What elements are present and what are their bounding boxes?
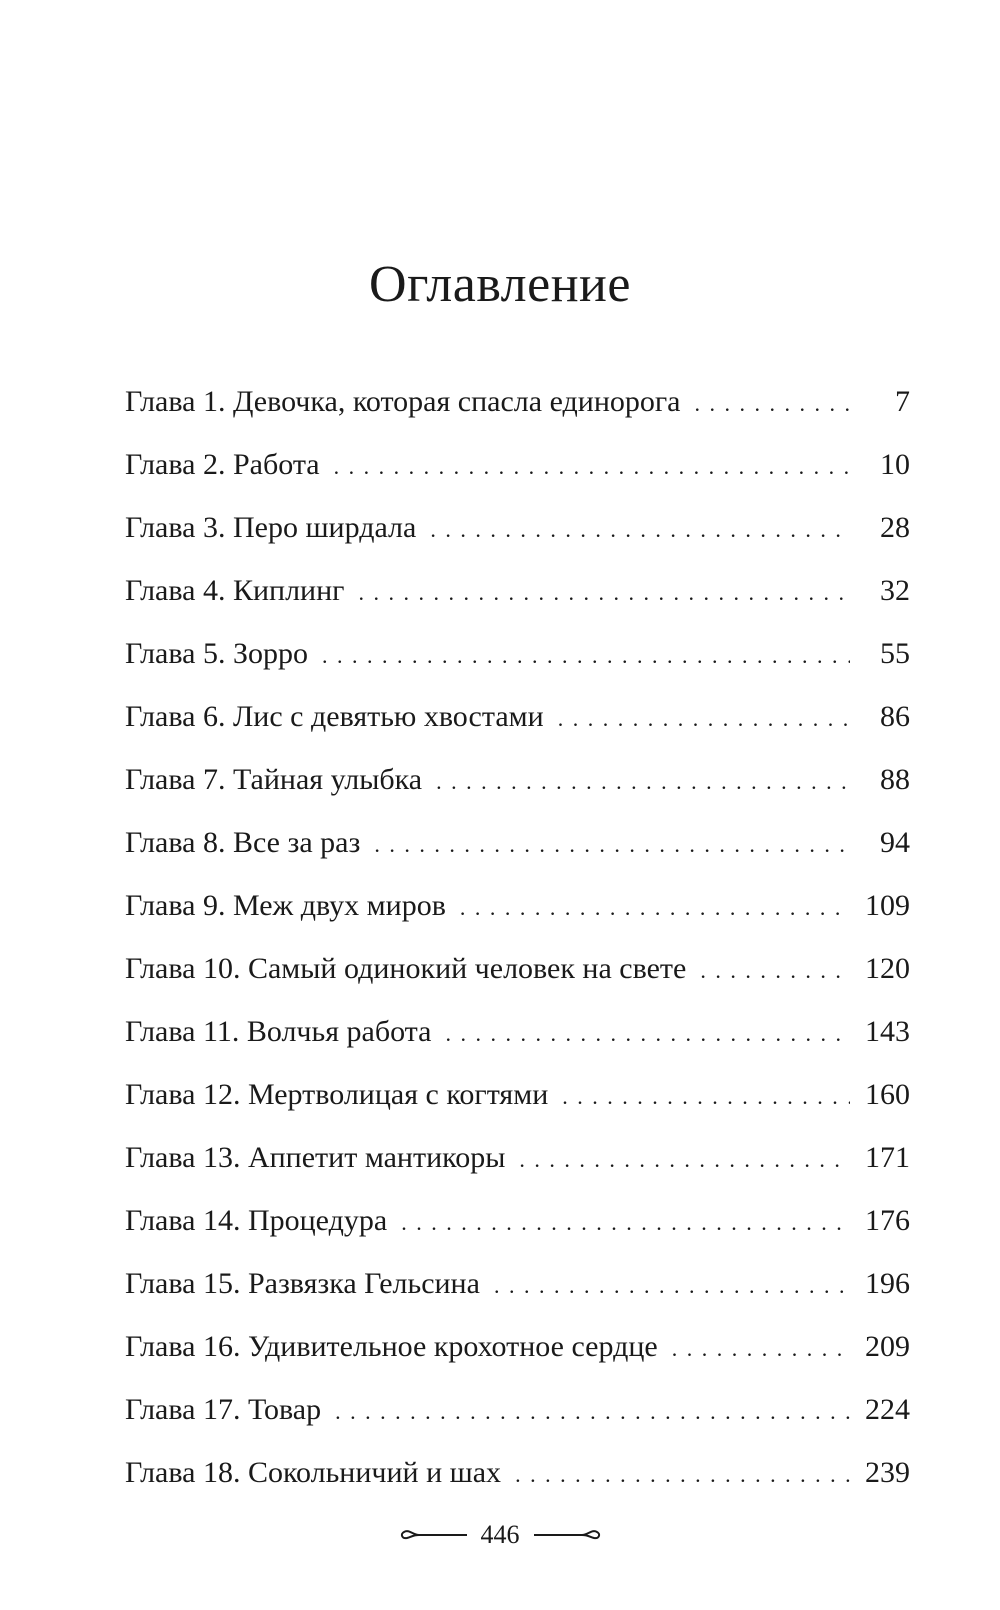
toc-entry-page: 120	[865, 952, 910, 985]
toc-entry-title: Глава 16. Удивительное крохотное сердце	[125, 1330, 658, 1363]
toc-entry	[125, 1015, 910, 1078]
dot-leader	[558, 706, 850, 732]
toc-entry-page: 86	[880, 700, 910, 733]
toc-entry	[125, 1330, 910, 1393]
dot-leader	[695, 391, 851, 417]
toc-entry	[125, 1393, 910, 1456]
toc-entry	[125, 574, 910, 637]
toc-entry	[125, 1456, 910, 1519]
toc-entry-page: 109	[865, 889, 910, 922]
toc-entry-page: 143	[865, 1015, 910, 1048]
toc-entry-page: 239	[865, 1456, 910, 1489]
page-number: 446	[480, 1520, 520, 1549]
toc-entry-title: Глава 14. Процедура	[125, 1204, 388, 1237]
toc-entry-title: Глава 1. Девочка, которая спасла единорога	[125, 385, 681, 418]
dot-leader	[494, 1273, 850, 1299]
page-footer	[0, 1520, 1000, 1550]
toc-entry	[125, 1204, 910, 1267]
toc-entry	[125, 826, 910, 889]
dot-leader	[445, 1021, 850, 1047]
dot-leader	[430, 517, 850, 543]
left-flourish-icon	[399, 1525, 469, 1545]
toc-entry-page: 28	[880, 511, 910, 544]
toc-entry	[125, 952, 910, 1015]
toc-entry	[125, 1141, 910, 1204]
page-title: Оглавление	[369, 256, 631, 313]
toc-entry-title: Глава 7. Тайная улыбка	[125, 763, 423, 796]
toc-entry-title: Глава 11. Волчья работа	[125, 1015, 432, 1048]
toc-entry-page: 171	[865, 1141, 910, 1174]
dot-leader	[672, 1336, 850, 1362]
dot-leader	[374, 832, 850, 858]
toc-entry-page: 224	[865, 1393, 910, 1426]
toc-entry-page: 88	[880, 763, 910, 796]
dot-leader	[401, 1210, 850, 1236]
toc-entry-page: 10	[880, 448, 910, 481]
toc-entry	[125, 511, 910, 574]
toc-entry	[125, 1078, 910, 1141]
toc-entry	[125, 448, 910, 511]
toc-entry-title: Глава 2. Работа	[125, 448, 320, 481]
toc-entry	[125, 700, 910, 763]
toc-entry-title: Глава 9. Меж двух миров	[125, 889, 446, 922]
toc-entry-title: Глава 4. Киплинг	[125, 574, 345, 607]
toc-entry	[125, 1267, 910, 1330]
dot-leader	[460, 895, 850, 921]
toc-entry-title: Глава 13. Аппетит мантикоры	[125, 1141, 506, 1174]
toc-entry-title: Глава 6. Лис с девятью хвостами	[125, 700, 544, 733]
toc-entry-title: Глава 18. Сокольничий и шах	[125, 1456, 502, 1489]
dot-leader	[358, 580, 850, 606]
toc-entry-title: Глава 12. Мертволицая с когтями	[125, 1078, 549, 1111]
toc-entry-page: 176	[865, 1204, 910, 1237]
dot-leader	[335, 1399, 850, 1425]
toc-entry-page: 160	[865, 1078, 910, 1111]
table-of-contents	[125, 385, 910, 1519]
toc-entry-page: 7	[895, 385, 910, 418]
toc-entry-page: 94	[880, 826, 910, 859]
toc-entry	[125, 385, 910, 448]
toc-entry-page: 196	[865, 1267, 910, 1300]
dot-leader	[334, 454, 850, 480]
toc-entry-title: Глава 3. Перо ширдала	[125, 511, 417, 544]
dot-leader	[519, 1147, 850, 1173]
toc-entry	[125, 763, 910, 826]
toc-entry-title: Глава 8. Все за раз	[125, 826, 361, 859]
dot-leader	[515, 1462, 850, 1488]
toc-entry-page: 32	[880, 574, 910, 607]
dot-leader	[700, 958, 850, 984]
toc-entry-page: 55	[880, 637, 910, 670]
toc-entry	[125, 637, 910, 700]
dot-leader	[436, 769, 850, 795]
right-flourish-icon	[532, 1525, 602, 1545]
toc-entry-title: Глава 10. Самый одинокий человек на свете	[125, 952, 687, 985]
dot-leader	[562, 1084, 850, 1110]
toc-entry-title: Глава 17. Товар	[125, 1393, 322, 1426]
toc-entry-title: Глава 5. Зорро	[125, 637, 308, 670]
toc-entry-title: Глава 15. Развязка Гельсина	[125, 1267, 480, 1300]
toc-entry	[125, 889, 910, 952]
toc-entry-page: 209	[865, 1330, 910, 1363]
dot-leader	[322, 643, 850, 669]
